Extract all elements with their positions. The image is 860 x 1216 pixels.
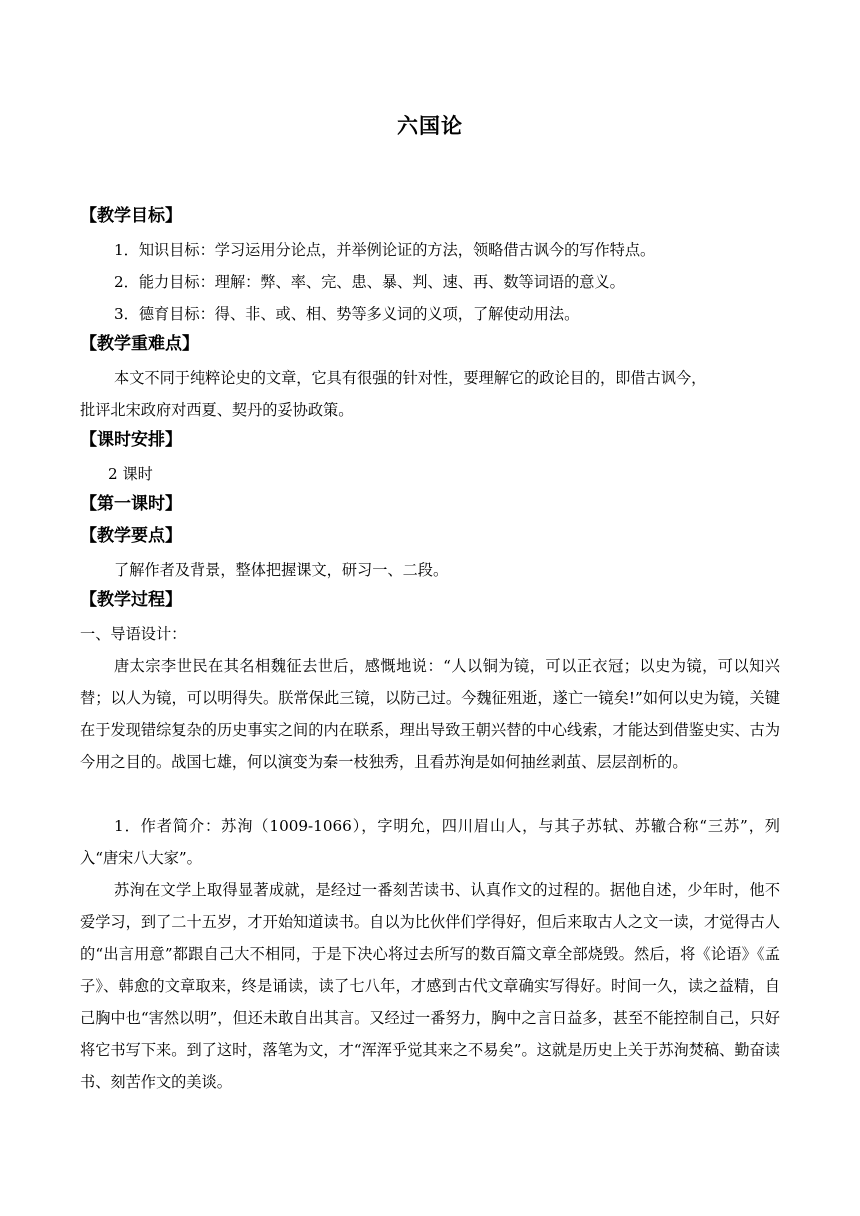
heading-teaching-goals: 【教学目标】 bbox=[80, 206, 182, 226]
key-points-line-1: 本文不同于纯粹论史的文章，它具有很强的针对性，要理解它的政论目的，即借古讽今， bbox=[114, 369, 707, 387]
heading-schedule: 【课时安排】 bbox=[80, 430, 182, 450]
author-intro-paragraph: 1．作者简介：苏洵（1009-1066），字明允，四川眉山人，与其子苏轼、苏辙合称“三苏”，列入“唐宋八大家”。 bbox=[80, 817, 780, 867]
teaching-points-text: 了解作者及背景，整体把握课文，研习一、二段。 bbox=[114, 561, 449, 579]
heading-teaching-points: 【教学要点】 bbox=[80, 526, 182, 546]
schedule-text: 2 课时 bbox=[108, 465, 153, 483]
heading-key-difficult-points: 【教学重难点】 bbox=[80, 334, 199, 354]
heading-first-lesson: 【第一课时】 bbox=[80, 494, 182, 514]
intro-paragraph: 唐太宗李世民在其名相魏征去世后，感慨地说：“人以铜为镜，可以正衣冠；以史为镜，可以知兴替；以人为镜，可以明得失。朕常保此三镜，以防己过。今魏征殂逝，遂亡一镜矣!”如何以史为镜，关键在于发现错综复杂的历史事实之间的内在联系，理出导致王朝兴替的中心线索，才能达到借鉴史实、古为今用之目的。战国七雄，何以演变为秦一枝独秀，且看苏洵是如何抽丝剥茧、层层剖析的。 bbox=[80, 657, 780, 771]
key-points-line-2: 批评北宋政府对西夏、契丹的妥协政策。 bbox=[80, 401, 354, 419]
heading-teaching-process: 【教学过程】 bbox=[80, 590, 182, 610]
document-title: 六国论 bbox=[397, 114, 463, 138]
goal-moral: 3．德育目标：得、非、或、相、势等多义词的义项，了解使动用法。 bbox=[114, 305, 580, 323]
intro-design-label: 一、导语设计： bbox=[80, 625, 187, 643]
goal-knowledge: 1．知识目标：学习运用分论点，并举例论证的方法，领略借古讽今的写作特点。 bbox=[114, 241, 656, 259]
goal-ability: 2．能力目标：理解：弊、率、完、患、暴、判、速、再、数等词语的意义。 bbox=[114, 273, 625, 291]
su-xun-story-paragraph: 苏洵在文学上取得显著成就，是经过一番刻苦读书、认真作文的过程的。据他自述，少年时，他不爱学习，到了二十五岁，才开始知道读书。自以为比伙伴们学得好，但后来取古人之文一读，才觉得古人的“出言用意”都跟自己大不相同，于是下决心将过去所写的数百篇文章全部烧毁。然后，将《论语》《孟子》、韩愈的文章取来，终是诵读，读了七八年，才感到古代文章确实写得好。时间一久，读之益精，自己胸中也“害然以明”，但还未敢自出其言。又经过一番努力，胸中之言日益多，甚至不能控制自己，只好将它书写下来。到了这时，落笔为文，才“浑浑乎觉其来之不易矣”。这就是历史上关于苏洵焚稿、勤奋读书、刻苦作文的美谈。 bbox=[80, 881, 780, 1091]
